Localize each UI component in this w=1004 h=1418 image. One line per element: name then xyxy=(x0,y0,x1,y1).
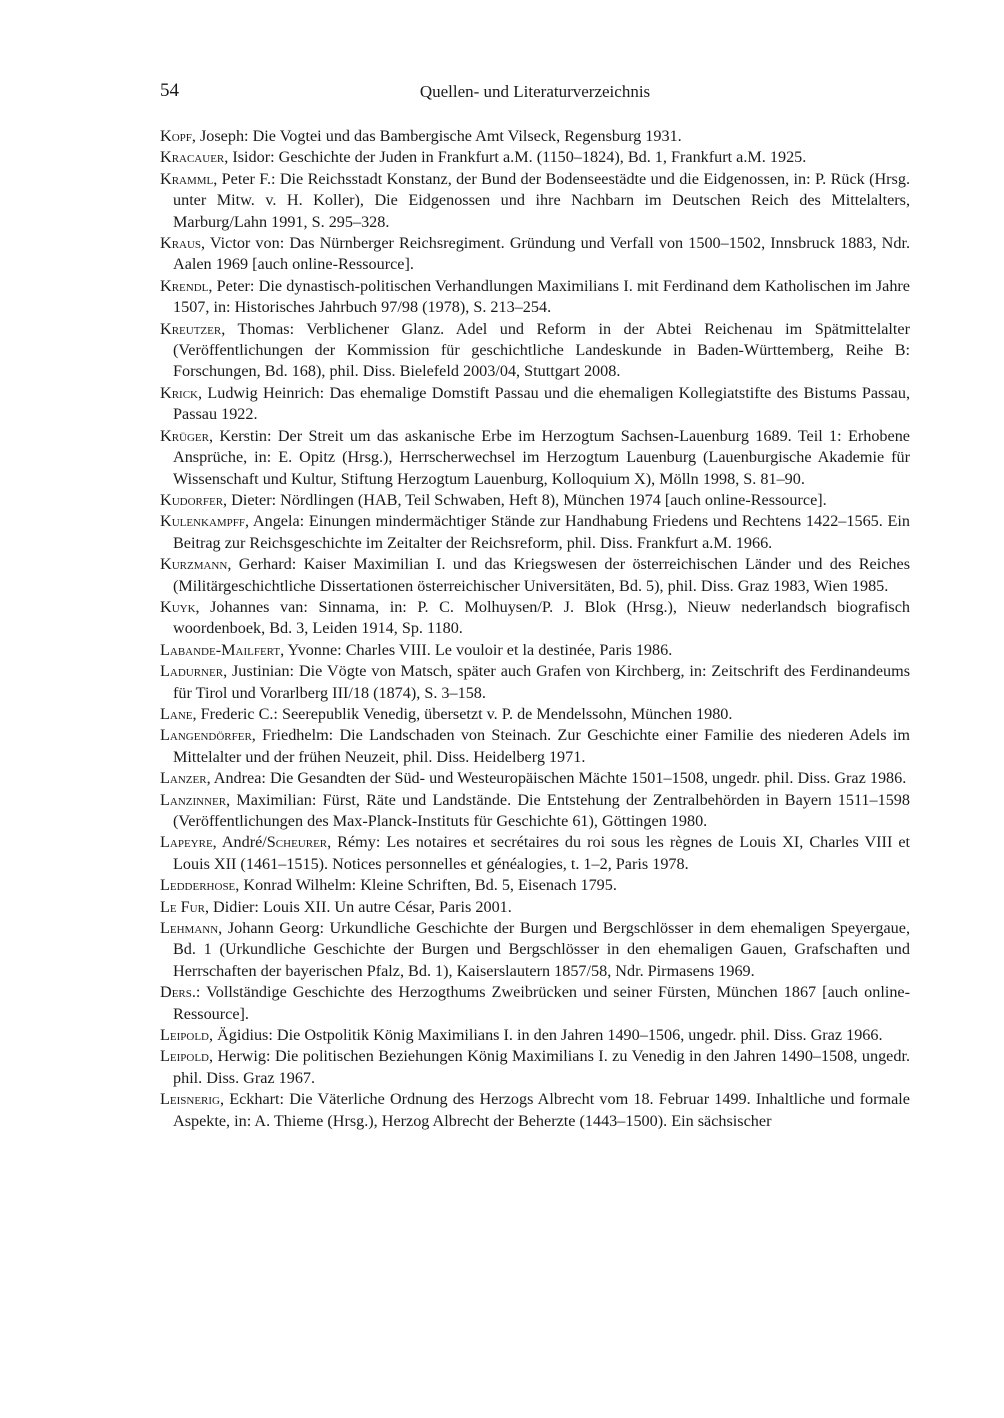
bibliography-entry xyxy=(160,511,910,554)
bibliography-entry xyxy=(160,1046,910,1089)
bibliography-entry xyxy=(160,768,910,789)
bibliography-entry xyxy=(160,875,910,896)
entry-author: Kreutzer xyxy=(160,319,222,338)
entry-author: Leisnerig xyxy=(160,1090,220,1109)
entry-text: , Maximilian: Fürst, Räte und Landstände. Die Entstehung der Zentralbehörden in Bayern 1511–1598 (Veröffentlichungen des Max-Planck-Instituts für Geschichte 61), Göttingen 1980. xyxy=(173,790,910,830)
entry-text: , Yvonne: Charles VIII. Le vouloir et la destinée, Paris 1986. xyxy=(280,640,673,659)
bibliography-entry xyxy=(160,169,910,233)
running-title: Quellen- und Literaturverzeichnis xyxy=(419,82,651,101)
entry-author: Kracauer xyxy=(160,148,225,167)
entry-text: , Joseph: Die Vogtei und das Bambergische Amt Vilseck, Regensburg 1931. xyxy=(191,127,682,145)
entry-author: Le Fur xyxy=(160,897,205,916)
entry-text: , Peter: Die dynastisch-politischen Verhandlungen Maximilians I. mit Ferdinand dem Katholischen im Jahre 1507, in: Historisches Jahrbuch 97/98 (1978), S. 213–254. xyxy=(173,276,910,317)
entry-text: , Herwig: Die politischen Beziehungen König Maximilians I. zu Venedig in den Jahren 1490–1508, ungedr. phil. Diss. Graz 1967. xyxy=(173,1047,910,1087)
bibliography-entry xyxy=(160,147,910,168)
entry-author: Langendörfer xyxy=(160,726,252,745)
entry-text: , Ludwig Heinrich: Das ehemalige Domstift Passau und die ehemaligen Kollegiatstifte des Bistums Passau, Passau 1922. xyxy=(173,383,910,424)
entry-author: Ledderhose xyxy=(160,876,236,895)
entry-text: , Andrea: Die Gesandten der Süd- und Westeuropäischen Mächte 1501–1508, ungedr. phil. Diss. Graz 1986. xyxy=(206,769,907,788)
entry-text: , Kerstin: Der Streit um das askanische Erbe im Herzogtum Sachsen-Lauenburg 1689. Teil 1: Erhobene Ansprüche, in: E. Opitz (Hrsg.), Herrscherwechsel im Herzogtum Lauenburg (Lauenburgische Akademie für Wissenschaft und Kultur, Stiftung Herzogtum Lauenburg, Kolloquium X), Mölln 1998, S. 81–90. xyxy=(173,426,910,488)
entry-text: , André/ xyxy=(212,833,267,852)
entry-author: Kuyk xyxy=(160,597,196,616)
entry-author: Lanzinner xyxy=(160,790,227,809)
bibliography-entry xyxy=(160,1025,910,1046)
entry-text: , Johannes van: Sinnama, in: P. C. Molhuysen/P. J. Blok (Hrsg.), Nieuw nederlandsch biografisch woordenboek, Bd. 3, Leiden 1914, Sp. 1180. xyxy=(173,597,910,638)
entry-author: Kraus xyxy=(160,234,202,253)
entry-author: Ladurner xyxy=(160,662,224,681)
entry-author: Kulenkampff xyxy=(160,512,246,531)
entry-text: , Friedhelm: Die Landschaden von Steinach. Zur Geschichte einer Familie des niederen Adels im Mittelalter und der frühen Neuzeit, phil. Diss. Heidelberg 1971. xyxy=(173,726,910,766)
bibliography-entry xyxy=(160,725,910,768)
entry-text: , Didier: Louis XII. Un autre César, Paris 2001. xyxy=(204,897,512,916)
bibliography-entry xyxy=(160,661,910,704)
entry-author: Kurzmann xyxy=(160,555,228,574)
entry-author: Krendl xyxy=(160,276,209,295)
bibliography-entry xyxy=(160,490,910,511)
entry-text: , Justinian: Die Vögte von Matsch, später auch Grafen von Kirchberg, in: Zeitschrift des Ferdinandeums für Tirol und Vorarlberg III/18 (1874), S. 3–158. xyxy=(173,662,910,702)
entry-author: Lanzer xyxy=(160,769,207,788)
bibliography-entry xyxy=(160,319,910,383)
bibliography-entry xyxy=(160,276,910,319)
bibliography-entry xyxy=(160,918,910,982)
entry-author: Lane xyxy=(160,704,193,723)
entry-text-continued: , Rémy: Les notaires et secrétaires du roi sous les règnes de Louis XI, Charles VIII et Louis XII (1461–1515). Notices personnelles et généalogies, t. 1–2, Paris 1978. xyxy=(173,833,911,873)
entry-author: Leipold xyxy=(160,1047,209,1066)
entry-text: , Konrad Wilhelm: Kleine Schriften, Bd. 5, Eisenach 1795. xyxy=(235,876,617,895)
bibliography-entry xyxy=(160,554,910,597)
entry-author: Krüger xyxy=(160,426,209,445)
entry-text: , Gerhard: Kaiser Maximilian I. und das Kriegswesen der österreichischen Länder und des Reiches (Militärgeschichtliche Dissertationen österreichischer Universitäten, Bd. 5), phil. Diss. Graz 1983, Wien 1985. xyxy=(173,555,910,595)
entry-author: Lapeyre xyxy=(160,833,213,852)
entry-text: , Ägidius: Die Ostpolitik König Maximilians I. in den Jahren 1490–1506, ungedr. phil. Diss. Graz 1966. xyxy=(209,1026,883,1045)
bibliography-entry xyxy=(160,790,910,833)
bibliography-entry xyxy=(160,832,910,875)
entry-text: , Frederic C.: Seerepublik Venedig, übersetzt v. P. de Mendelssohn, München 1980. xyxy=(192,704,733,723)
entry-text: , Peter F.: Die Reichsstadt Konstanz, der Bund der Bodenseestädte und die Eidgenossen, in: P. Rück (Hrsg. unter Mitw. v. H. Koller), Die Eidgenossen und ihre Nachbarn im Deutschen Reich des Mittelalters, Marburg/Lahn 1991, S. 295–328. xyxy=(173,169,910,231)
entry-coauthor: Scheurer xyxy=(266,833,328,852)
bibliography-entry xyxy=(160,383,910,426)
entry-author: Kopf xyxy=(160,127,192,145)
bibliography-entry xyxy=(160,426,910,490)
bibliography-entry xyxy=(160,640,910,661)
entry-text: , Johann Georg: Urkundliche Geschichte der Burgen und Bergschlösser in dem ehemaligen Speyergaue, Bd. 1 (Urkundliche Geschichte der Burgen und Bergschlösser in den ehemaligen Gauen, Grafschaften und Herrschaften der bayerischen Pfalz, Bd. 1), Kaiserslautern 1857/58, Ndr. Pirmasens 1969. xyxy=(173,919,910,980)
entry-text: , Thomas: Verblichener Glanz. Adel und Reform in der Abtei Reichenau im Spätmittelalter (Veröffentlichungen der Kommission für geschichtliche Landeskunde in Baden-Württemberg, Reihe B: Forschungen, Bd. 168), phil. Diss. Bielefeld 2003/04, Stuttgart 2008. xyxy=(173,319,910,381)
entry-text: , Eckhart: Die Väterliche Ordnung des Herzogs Albrecht vom 18. Februar 1499. Inhaltliche und formale Aspekte, in: A. Thieme (Hrsg.), Herzog Albrecht der Beherzte (1443–1500). Ein sächsischer xyxy=(173,1090,910,1130)
bibliography-entry xyxy=(160,704,910,725)
entry-author: Ders. xyxy=(160,983,196,1002)
entry-author: Labande-Mailfert xyxy=(160,640,281,659)
entry-author: Krick xyxy=(160,383,198,402)
bibliography-entry xyxy=(160,982,910,1025)
entry-author: Kramml xyxy=(160,169,214,188)
document-page xyxy=(160,80,910,1132)
bibliography-entry xyxy=(160,897,910,918)
entry-author: Leipold xyxy=(160,1026,209,1045)
entry-text: , Dieter: Nördlingen (HAB, Teil Schwaben, Heft 8), München 1974 [auch online-Ressource]. xyxy=(223,490,827,509)
entry-text: , Victor von: Das Nürnberger Reichsregiment. Gründung und Verfall von 1500–1502, Innsbruck 1883, Ndr. Aalen 1969 [auch online-Ressource]. xyxy=(173,234,910,274)
entry-author: Lehmann xyxy=(160,919,219,938)
entry-text: , Isidor: Geschichte der Juden in Frankfurt a.M. (1150–1824), Bd. 1, Frankfurt a.M. 1925. xyxy=(224,148,807,167)
bibliography-entry xyxy=(160,233,910,276)
entry-text: : Vollständige Geschichte des Herzogthums Zweibrücken und seiner Fürsten, München 1867 [auch online-Ressource]. xyxy=(173,983,910,1023)
bibliography-entry xyxy=(160,126,910,147)
bibliography-entry xyxy=(160,1089,910,1132)
bibliography-entry xyxy=(160,597,910,640)
page-header xyxy=(160,80,910,110)
entry-text: , Angela: Einungen mindermächtiger Stände zur Handhabung Friedens und Rechtens 1422–1565. Ein Beitrag zur Reichsgeschichte im Zeitalter der Reichsreform, phil. Diss. Frankfurt a.M. 1966. xyxy=(173,512,910,552)
bibliography-list xyxy=(160,126,910,1132)
page-number: 54 xyxy=(160,80,179,101)
entry-author: Kudorfer xyxy=(160,490,224,509)
